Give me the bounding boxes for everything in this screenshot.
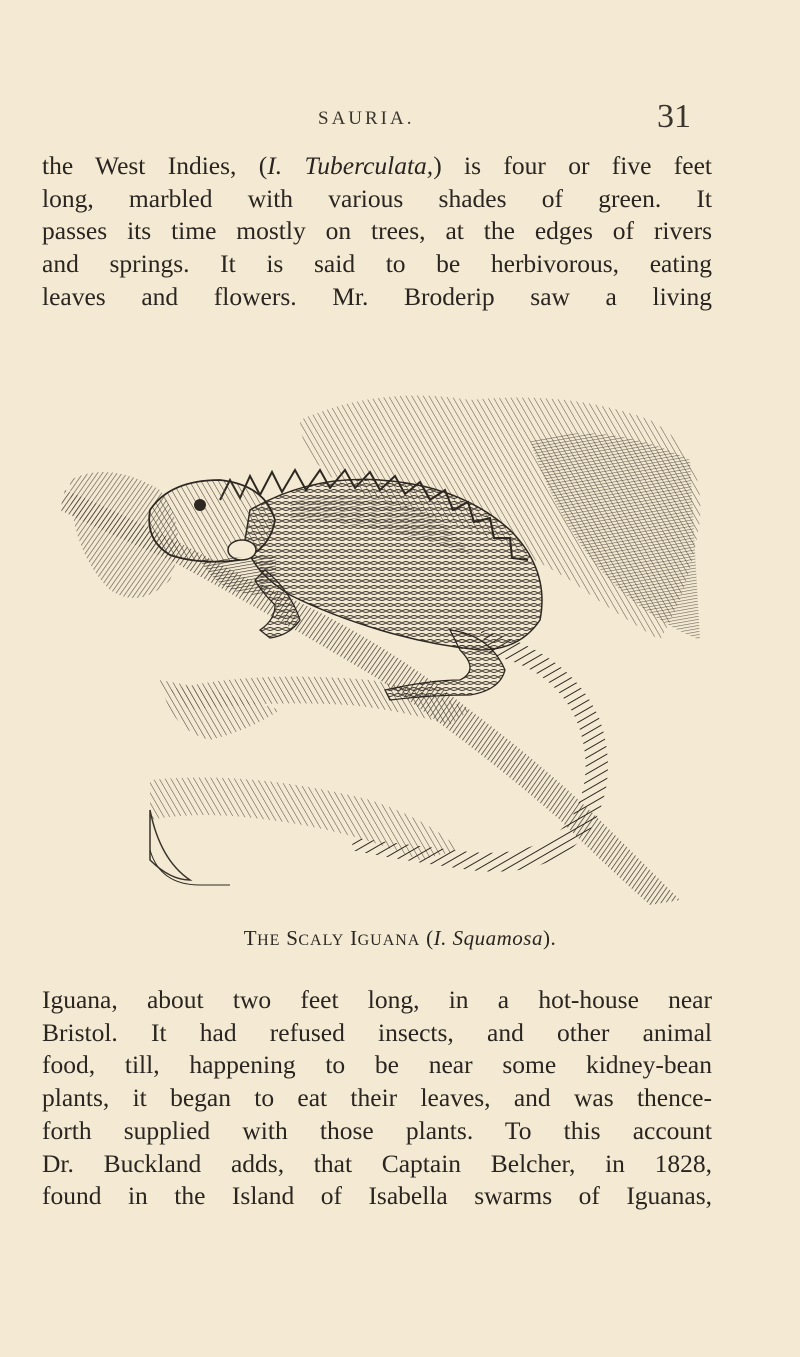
running-header: [0, 98, 800, 138]
species-name-italic: I. Tuberculata,: [267, 151, 434, 180]
figure-caption: THE SCALY IGUANA (I. Squamosa).: [243, 926, 557, 950]
paragraph-line: long, marbled with various shades of green. It: [42, 183, 712, 213]
paragraph-line: food, till, happening to be near some kidney-bean: [42, 1050, 712, 1080]
paragraph-line: passes its time mostly on trees, at the edges of rivers: [42, 216, 712, 246]
iguana-engraving: [50, 380, 715, 910]
iguana-illustration-icon: [50, 380, 715, 910]
paragraph-line: the West Indies, (I. Tuberculata,) is four or five feet: [42, 151, 712, 180]
paragraph-line: Iguana, about two feet long, in a hot-house near: [42, 985, 712, 1014]
paragraph-line: leaves and flowers. Mr. Broderip saw a living: [42, 281, 712, 311]
paragraph-1: [42, 150, 712, 314]
running-title: SAURIA.: [318, 108, 415, 129]
paragraph-line: found in the Island of Isabella swarms of Iguanas,: [42, 1181, 712, 1211]
page-number: 31: [657, 98, 691, 135]
paragraph-line: Bristol. It had refused insects, and other animal: [42, 1017, 712, 1047]
paragraph-line: and springs. It is said to be herbivorous, eating: [42, 249, 712, 279]
caption-species-italic: I. Squamosa: [433, 926, 543, 950]
paragraph-line: Dr. Buckland adds, that Captain Belcher, in 1828,: [42, 1148, 712, 1178]
paragraph-2: [42, 984, 712, 1213]
paragraph-line: plants, it began to eat their leaves, and was thence-: [42, 1083, 712, 1113]
paragraph-line: forth supplied with those plants. To this account: [42, 1115, 712, 1145]
